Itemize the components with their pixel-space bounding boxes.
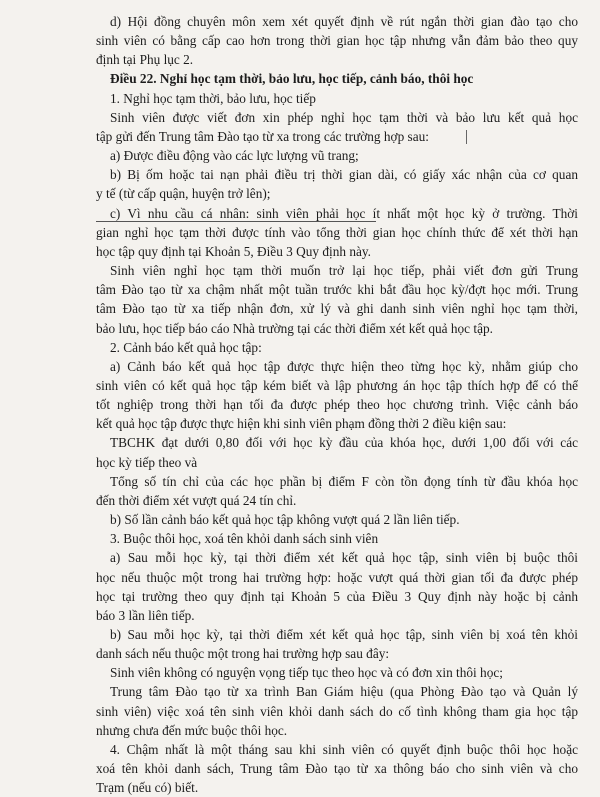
text-line: c) Vì nhu cầu cá nhân: sinh viên phải học ít nhất một học kỳ ở trường. Thời: [110, 205, 578, 221]
scan-mark-tick: [466, 130, 467, 144]
text-line: gian nghỉ học tạm thời được tính vào tổng thời gian học chính thức để xét thời hạn: [96, 224, 578, 240]
text-line: đến thời điểm xét vượt quá 24 tín chỉ.: [96, 492, 297, 508]
text-line: 1. Nghỉ học tạm thời, bảo lưu, học tiếp: [110, 90, 316, 106]
scan-mark-line: [96, 221, 376, 222]
text-line: nhưng chưa đến mức buộc thôi học.: [96, 722, 288, 738]
text-line: Trung tâm Đào tạo từ xa trình Ban Giám hiệu (qua Phòng Đào tạo và Quản lý: [110, 684, 578, 700]
text-line: Tổng số tín chỉ của các học phần bị điểm F còn tồn đọng tính từ đầu khóa học: [110, 473, 578, 489]
text-line: y tế (từ cấp quận, huyện trở lên);: [96, 186, 271, 202]
text-line: bảo lưu, học tiếp báo cáo Nhà trường tại các thời điểm xét kết quả học tập.: [96, 320, 493, 336]
text-line: báo 3 lần liên tiếp.: [96, 607, 195, 623]
text-line: 3. Buộc thôi học, xoá tên khỏi danh sách sinh viên: [110, 531, 379, 547]
text-line: sinh viên) việc xoá tên sinh viên khỏi danh sách do cố tình không tham gia học tập: [96, 703, 578, 719]
text-line: Sinh viên nghỉ học tạm thời muốn trở lại học tiếp, phải viết đơn gửi Trung: [110, 263, 578, 279]
text-line: d) Hội đồng chuyên môn xem xét quyết định về rút ngắn thời gian đào tạo cho: [110, 14, 578, 29]
text-line: sinh viên có kết quả học tập kém biết và lập phương án học tập thích hợp để có thể: [96, 377, 578, 393]
text-line: b) Số lần cảnh báo kết quả học tập không vượt quá 2 lần liên tiếp.: [110, 512, 460, 528]
text-line: a) Sau mỗi học kỳ, tại thời điểm xét kết quả học tập, sinh viên bị buộc thôi: [110, 550, 578, 566]
text-line: b) Sau mỗi học kỳ, tại thời điểm xét kết quả học tập, sinh viên bị xoá tên khỏi: [110, 627, 578, 642]
text-line: học kỳ tiếp theo và: [96, 454, 198, 470]
text-line: danh sách nếu thuộc một trong hai trường hợp sau đây:: [96, 646, 390, 662]
text-line: học tại trường theo quy định tại Khoản 5 của Điều 3 Quy định này hoặc bị cảnh: [96, 588, 578, 604]
text-line: tâm Đào tạo từ xa tiếp nhận đơn, xử lý và ghi danh sinh viên nghỉ học tạm thời,: [96, 301, 578, 317]
text-line: tốt nghiệp trong thời hạn tối đa được phép theo học chương trình. Việc cảnh báo: [96, 397, 578, 413]
text-line: 2. Cảnh báo kết quả học tập:: [110, 339, 262, 355]
section-heading: Điều 22. Nghỉ học tạm thời, bảo lưu, học tiếp, cảnh báo, thôi học: [110, 71, 474, 87]
text-line: xoá tên khỏi danh sách, Trung tâm Đào tạo từ xa thông báo cho sinh viên và cho: [96, 761, 578, 777]
text-line: sinh viên có bằng cấp cao hơn trong thời gian học tập nhưng vẫn đảm bảo theo quy: [96, 33, 578, 49]
text-line: 4. Chậm nhất là một tháng sau khi sinh viên có quyết định buộc thôi học hoặc: [110, 741, 578, 757]
text-line: a) Được điều động vào các lực lượng vũ trang;: [110, 148, 359, 164]
text-line: TBCHK đạt dưới 0,80 đối với học kỳ đầu của khóa học, dưới 1,00 đối với các: [110, 435, 578, 451]
text-line: a) Cảnh báo kết quả học tập được thực hiện theo từng học kỳ, nhằm giúp cho: [110, 358, 578, 374]
text-line: tập gửi đến Trung tâm Đào tạo từ xa trong các trường hợp sau:: [96, 128, 429, 144]
text-line: tâm Đào tạo từ xa chậm nhất một tuần trước khi bắt đầu học kỳ/đợt học mới. Trung: [96, 282, 578, 298]
text-line: Sinh viên được viết đơn xin phép nghỉ học tạm thời và bảo lưu kết quả học: [110, 109, 578, 125]
text-line: định tại Phụ lục 2.: [96, 52, 194, 68]
document-body: [96, 12, 578, 797]
text-line: học nếu thuộc một trong hai trường hợp: hoặc vượt quá thời gian tối đa được phép: [96, 569, 578, 585]
text-line: học tập quy định tại Khoản 5, Điều 3 Quy định này.: [96, 243, 372, 259]
text-line: Sinh viên không có nguyện vọng tiếp tục theo học và có đơn xin thôi học;: [110, 665, 503, 681]
text-line: b) Bị ốm hoặc tai nạn phải điều trị thời gian dài, có giấy xác nhận của cơ quan: [110, 167, 578, 183]
text-line: kết quả học tập được thực hiện khi sinh viên phạm đồng thời 2 điều kiện sau:: [96, 416, 507, 432]
text-line: Trạm (nếu có) biết.: [96, 780, 199, 796]
